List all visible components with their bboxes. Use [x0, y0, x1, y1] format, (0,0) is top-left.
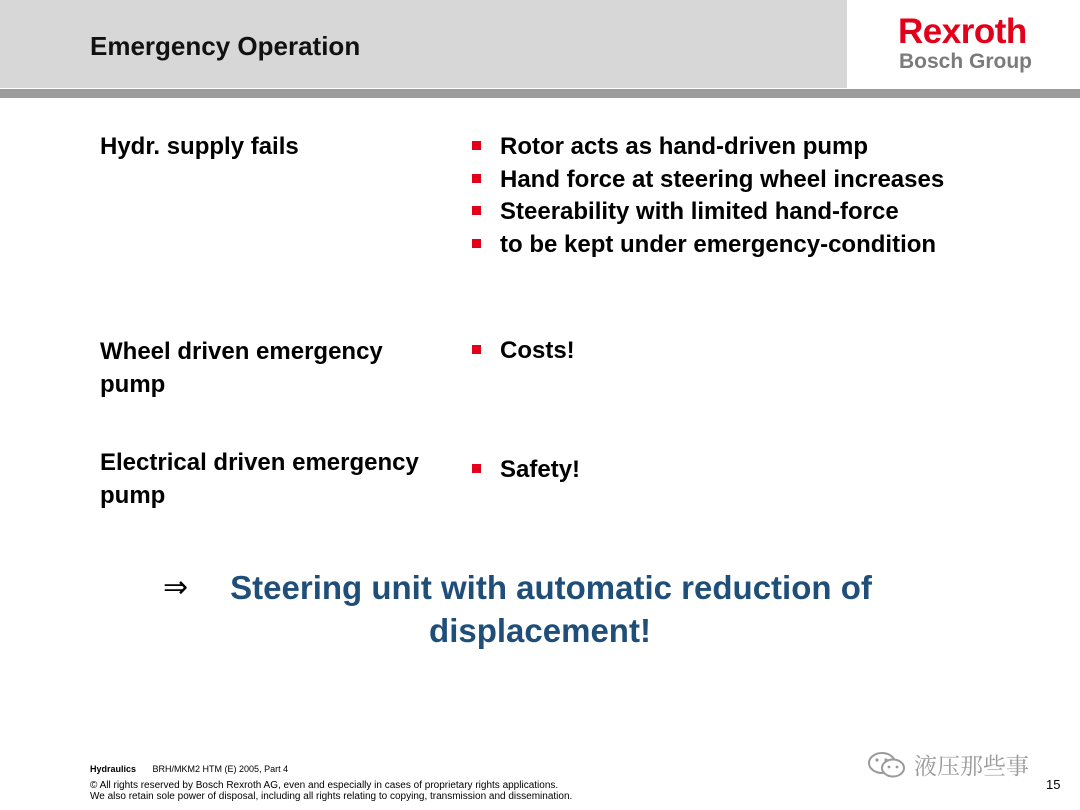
wechat-icon: [866, 750, 908, 780]
logo-rexroth-text: Rexroth: [898, 12, 1027, 51]
bullet-square-icon: [472, 345, 481, 354]
bullet-list-electrical-driven: [470, 454, 580, 487]
bullet-square-icon: [472, 141, 481, 150]
rexroth-logo: [847, 0, 1080, 88]
bullet-item: Costs!: [470, 335, 575, 368]
logo-bosch-group-text: Bosch Group: [899, 50, 1033, 73]
implies-arrow-icon: ⇒: [163, 570, 189, 605]
row-label-wheel-driven: Wheel driven emergency pump: [100, 338, 383, 398]
header-band: [0, 0, 847, 88]
slide-title: Emergency Operation: [90, 31, 361, 61]
conclusion-line-1: Steering unit with automatic reduction of: [230, 569, 872, 606]
bullet-list-hydr-supply: [470, 131, 944, 261]
bullet-item: to be kept under emergency-condition: [470, 229, 944, 262]
conclusion-text: [0, 566, 1080, 652]
watermark-text: 液压那些事: [914, 754, 1029, 780]
footer-reference: [90, 764, 288, 774]
row-label-electrical-driven: Electrical driven emergency pump: [100, 449, 419, 509]
watermark: [866, 748, 1029, 781]
bullet-list-wheel-driven: [470, 335, 575, 368]
conclusion-line-2: displacement!: [429, 612, 651, 649]
bullet-item: Hand force at steering wheel increases: [470, 164, 944, 197]
bullet-square-icon: [472, 239, 481, 248]
bullet-item: Safety!: [470, 454, 580, 487]
footer-doc-ref: BRH/MKM2 HTM (E) 2005, Part 4: [152, 764, 289, 774]
bullet-item: Steerability with limited hand-force: [470, 196, 944, 229]
bullet-item: Rotor acts as hand-driven pump: [470, 131, 944, 164]
row-label-hydr-supply: Hydr. supply fails: [100, 133, 299, 160]
bullet-square-icon: [472, 174, 481, 183]
footer-division: Hydraulics: [90, 764, 137, 774]
copyright-line-2: We also retain sole power of disposal, including all rights relating to copying, transmission and dissemination.: [90, 791, 573, 802]
header-divider: [0, 89, 1080, 98]
copyright-line-1: © All rights reserved by Bosch Rexroth AG, even and especially in cases of proprietary rights applications.: [90, 780, 559, 791]
footer-copyright: [90, 780, 572, 802]
page-number: 15: [1046, 777, 1061, 792]
bullet-square-icon: [472, 464, 481, 473]
bullet-square-icon: [472, 206, 481, 215]
